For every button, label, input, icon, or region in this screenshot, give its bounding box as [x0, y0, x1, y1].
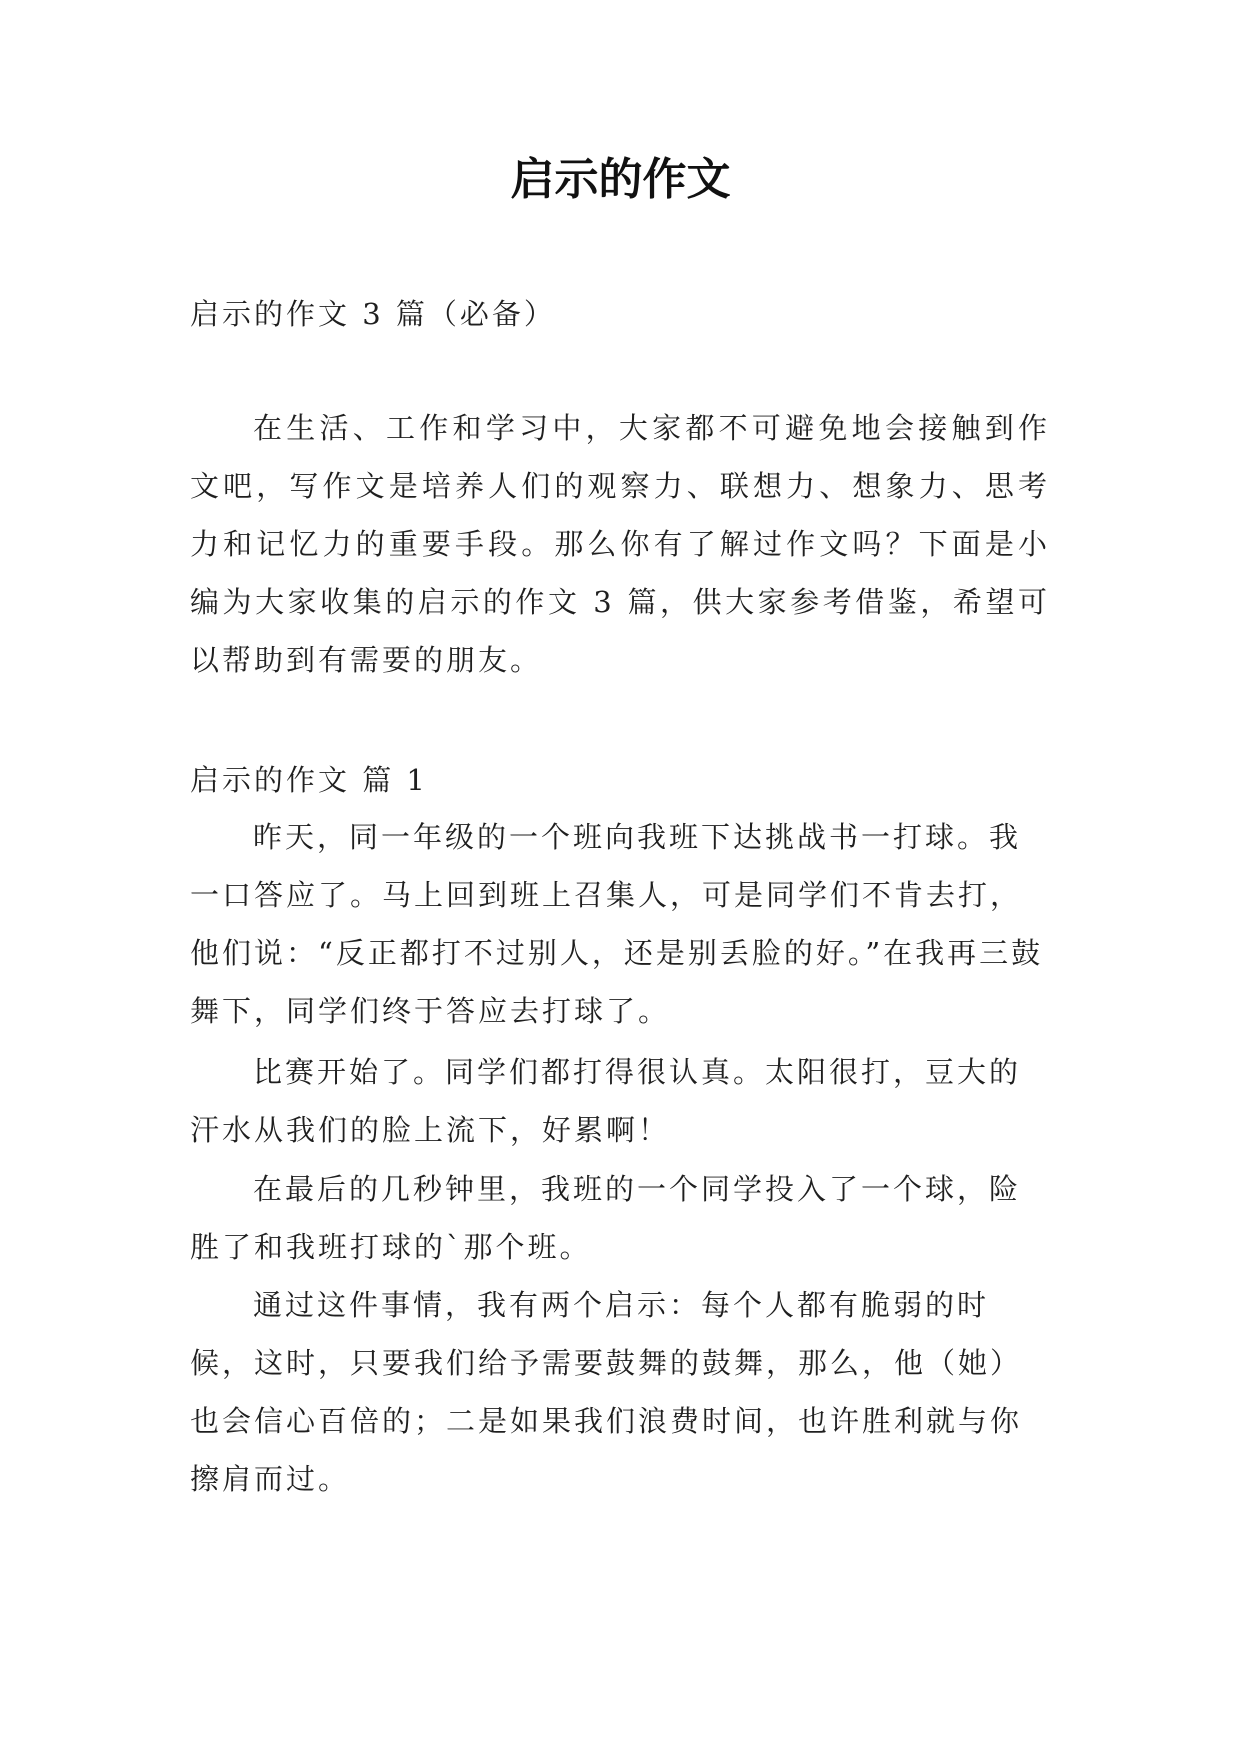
- body-paragraph: 在最后的几秒钟里，我班的一个同学投入了一个球，险胜了和我班打球的`那个班。: [190, 1172, 1022, 1264]
- section-heading: 启示的作文 篇 1: [190, 763, 428, 797]
- document-subtitle: 启示的作文 3 篇（必备）: [190, 297, 556, 331]
- body-paragraph: 比赛开始了。同学们都打得很认真。太阳很打，豆大的汗水从我们的脸上流下，好累啊！: [190, 1055, 1022, 1147]
- body-paragraph: 通过这件事情，我有两个启示：每个人都有脆弱的时候，这时，只要我们给予需要鼓舞的鼓舞，那么，他（她）也会信心百倍的；二是如果我们浪费时间，也许胜利就与你擦肩而过。: [190, 1288, 1023, 1496]
- intro-paragraph: 在生活、工作和学习中，大家都不可避免地会接触到作文吧，写作文是培养人们的观察力、联想力、想象力、思考力和记忆力的重要手段。那么你有了解过作文吗？下面是小编为大家收集的启示的作文 3 篇，供大家参考借鉴，希望可以帮助到有需要的朋友。: [190, 411, 1050, 677]
- document-title: 启示的作文: [510, 154, 731, 205]
- body-paragraph: 昨天，同一年级的一个班向我班下达挑战书一打球。我一口答应了。马上回到班上召集人，可是同学们不肯去打，他们说：“反正都打不过别人，还是别丢脸的好。”在我再三鼓舞下，同学们终于答应去打球了。: [190, 820, 1044, 1028]
